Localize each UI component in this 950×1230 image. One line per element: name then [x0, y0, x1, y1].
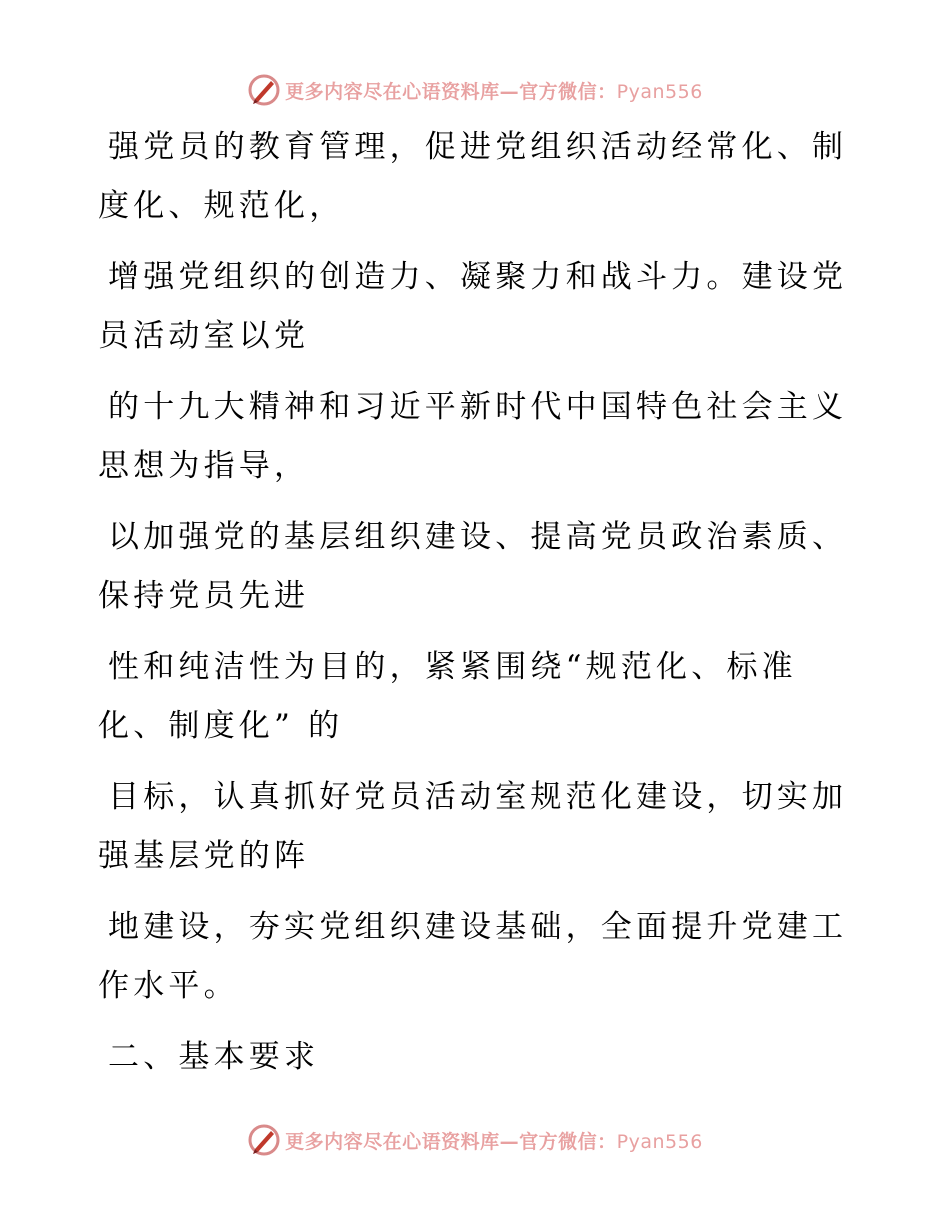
header-banner-text: 更多内容尽在心语资料库—官方微信：Pyan556: [285, 80, 703, 103]
paragraph-line: 地建设，夯实党组织建设基础，全面提升党建工: [108, 909, 848, 945]
document-body: [98, 118, 848, 1087]
paragraph-2: [98, 248, 848, 366]
paragraph-4: [98, 508, 848, 626]
paragraph-line: 化、制度化” 的: [98, 708, 344, 744]
footer-banner-handle: Pyan556: [616, 1130, 703, 1153]
pen-nib-icon: [247, 1123, 281, 1157]
paragraph-line: 保持党员先进: [98, 578, 310, 614]
paragraph-line: 以加强党的基层组织建设、提高党员政治素质、: [108, 519, 848, 555]
paragraph-line: 的十九大精神和习近平新时代中国特色社会主义: [108, 389, 848, 425]
paragraph-line: 度化、规范化，: [98, 188, 345, 224]
header-banner-handle: Pyan556: [616, 80, 703, 103]
paragraph-5: [98, 638, 838, 756]
paragraph-line: 思想为指导，: [98, 448, 310, 484]
header-banner: [0, 70, 950, 110]
section-heading: 二、基本要求: [108, 1039, 320, 1075]
paragraph-line: 增强党组织的创造力、凝聚力和战斗力。建设党: [108, 259, 848, 295]
paragraph-line: 强基层党的阵: [98, 838, 310, 874]
paragraph-3: [98, 378, 848, 496]
footer-banner: [0, 1120, 950, 1160]
paragraph-line: 强党员的教育管理，促进党组织活动经常化、制: [108, 129, 848, 165]
paragraph-1: [98, 118, 848, 236]
paragraph-6: [98, 768, 848, 886]
pen-nib-icon: [247, 73, 281, 107]
paragraph-line: 员活动室以党: [98, 318, 310, 354]
paragraph-line: 性和纯洁性为目的，紧紧围绕“规范化、标准: [108, 649, 797, 685]
paragraph-line: 目标，认真抓好党员活动室规范化建设，切实加: [108, 779, 848, 815]
paragraph-7: [98, 898, 848, 1016]
footer-banner-text: 更多内容尽在心语资料库—官方微信：Pyan556: [285, 1130, 703, 1153]
paragraph-line: 作水平。: [98, 968, 239, 1004]
